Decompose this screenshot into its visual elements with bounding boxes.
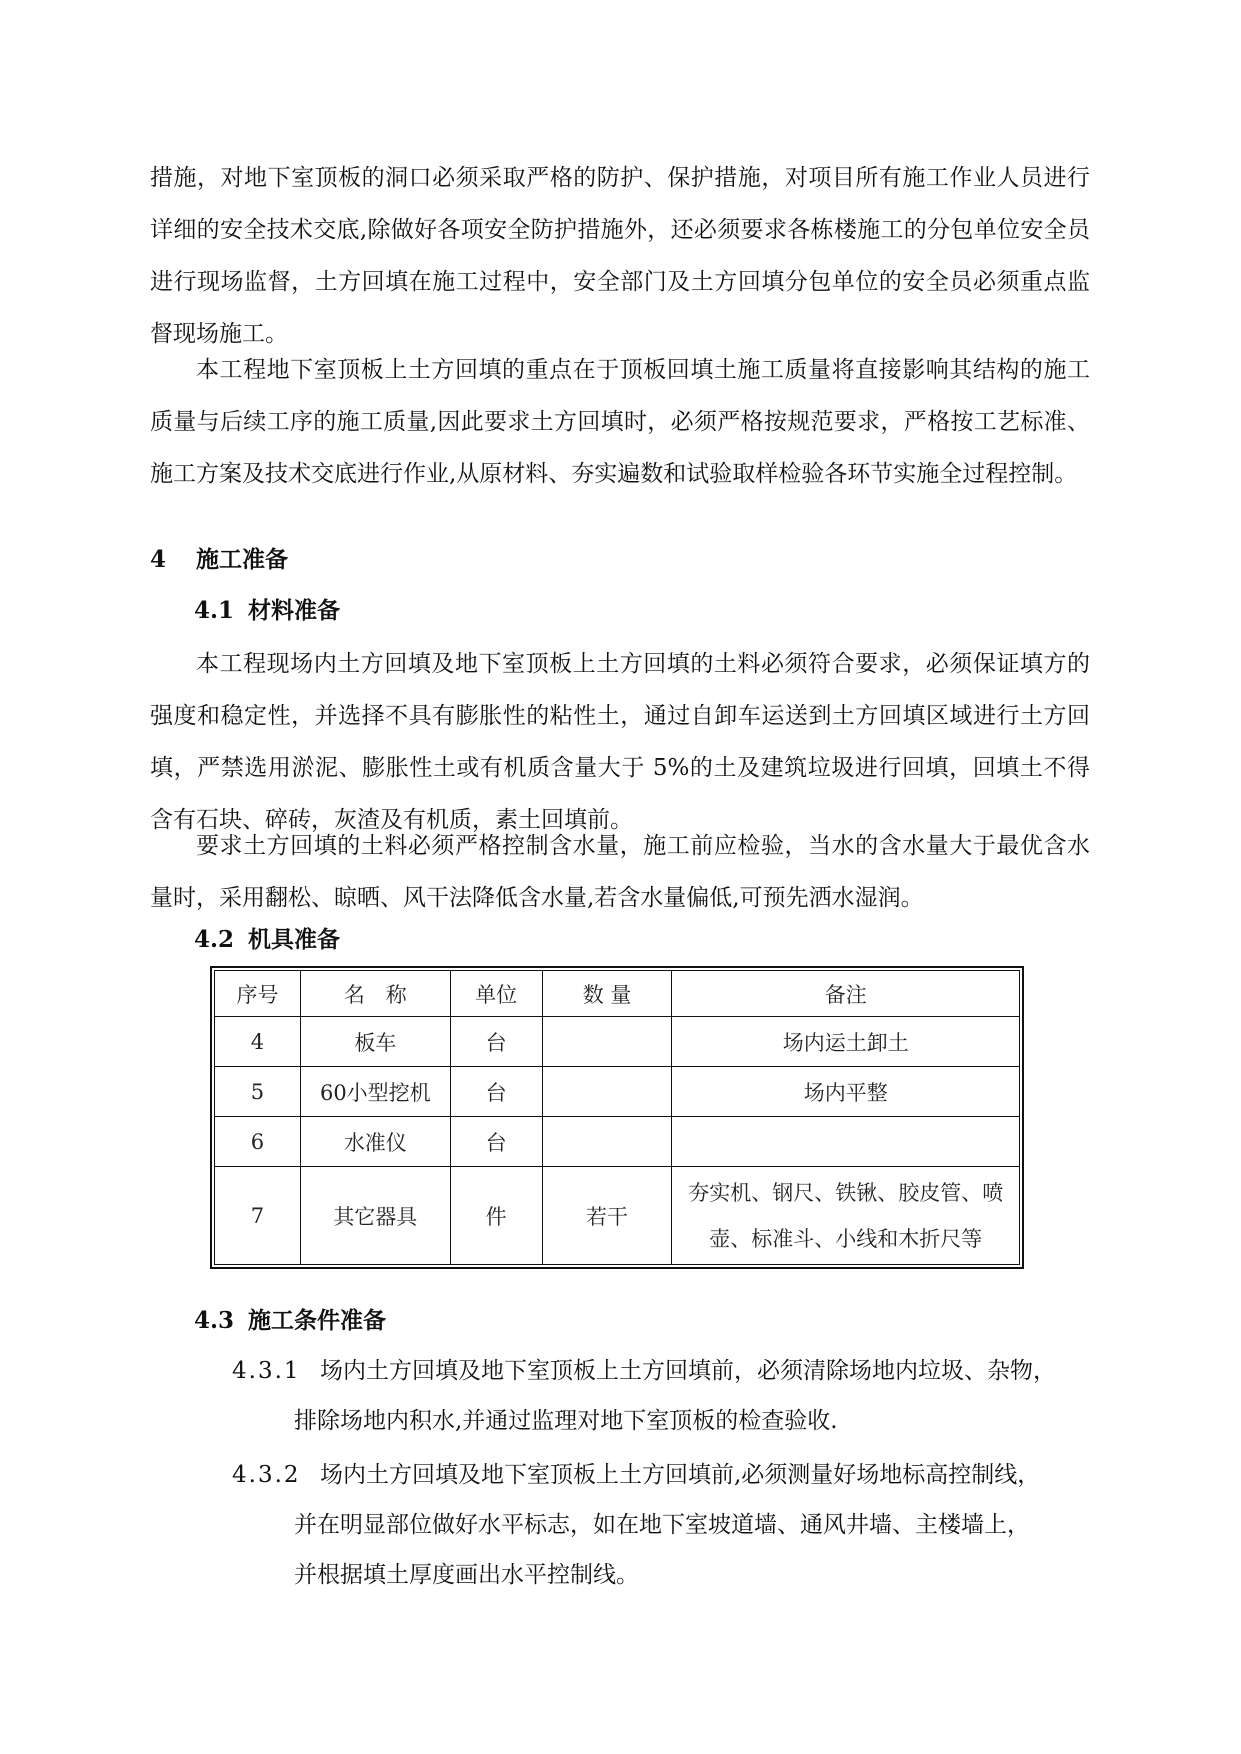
header-cell: 数 量	[542, 971, 672, 1017]
heading-4-2	[194, 925, 340, 955]
paragraph-quality: 本工程地下室顶板上土方回填的重点在于顶板回填土施工质量将直接影响其结构的施工质量与后续工序的施工质量,因此要求土方回填时，必须严格按规范要求，严格按工艺标准、施工方案及技术交底进行作业,从原材料、夯实遍数和试验取样检验各环节实施全过程控制。	[150, 357, 1090, 487]
cell-no: 7	[215, 1167, 301, 1265]
cell-unit: 台	[450, 1117, 542, 1167]
cell-note	[672, 1117, 1020, 1167]
cell-note: 场内平整	[672, 1067, 1020, 1117]
subsection-line: 排除场地内积水,并通过监理对地下室顶板的检查验收.	[294, 1408, 838, 1434]
cell-unit: 台	[450, 1067, 542, 1117]
subsection-line: 场内土方回填及地下室顶板上土方回填前,必须测量好场地标高控制线，	[320, 1462, 1041, 1488]
header-cell: 备注	[672, 971, 1020, 1017]
cell-name: 60小型挖机	[300, 1067, 450, 1117]
subsection-line: 并根据填土厚度画出水平控制线。	[294, 1562, 639, 1588]
subsection-line: 场内土方回填及地下室顶板上土方回填前，必须清除场地内垃圾、杂物，	[320, 1358, 1056, 1384]
heading-4-3-title: 施工条件准备	[248, 1307, 386, 1334]
subsection-line: 并在明显部位做好水平标志，如在地下室坡道墙、通风井墙、主楼墙上，	[294, 1512, 1030, 1538]
heading-4-title: 施工准备	[196, 546, 288, 573]
cell-name: 水准仪	[300, 1117, 450, 1167]
cell-name: 其它器具	[300, 1167, 450, 1265]
heading-4-1	[194, 596, 340, 626]
heading-4-number: 4	[150, 546, 167, 573]
table-header-row	[215, 971, 1020, 1017]
cell-unit: 件	[450, 1167, 542, 1265]
paragraph-materials: 本工程现场内土方回填及地下室顶板上土方回填的土料必须符合要求，必须保证填方的强度和稳定性，并选择不具有膨胀性的粘性土，通过自卸车运送到土方回填区域进行土方回填，严禁选用淤泥、膨胀性土或有机质含量大于 5%的土及建筑垃圾进行回填，回填土不得含有石块、碎砖，灰渣及有机质，素土回填前。	[150, 651, 1090, 833]
table-row	[215, 1017, 1020, 1067]
heading-4-3	[194, 1306, 386, 1336]
subsection-number: 4.3.1	[232, 1358, 301, 1384]
table-row	[215, 1167, 1020, 1265]
paragraph-moisture: 要求土方回填的土料必须严格控制含水量，施工前应检验，当水的含水量大于最优含水量时，采用翻松、晾晒、风干法降低含水量,若含水量偏低,可预先洒水湿润。	[150, 833, 1090, 911]
heading-4-2-title: 机具准备	[248, 926, 340, 953]
cell-qty	[542, 1067, 672, 1117]
cell-unit: 台	[450, 1017, 542, 1067]
cell-no: 4	[215, 1017, 301, 1067]
cell-no: 6	[215, 1117, 301, 1167]
heading-4-1-title: 材料准备	[248, 597, 340, 624]
heading-4-1-number: 4.1	[194, 597, 235, 624]
subsection-number: 4.3.2	[232, 1462, 301, 1488]
cell-name: 板车	[300, 1017, 450, 1067]
table-row	[215, 1117, 1020, 1167]
cell-note-line: 夯实机、钢尺、铁锹、胶皮管、喷	[688, 1180, 1004, 1205]
heading-4	[150, 545, 288, 575]
subsection-4-3-2	[232, 1450, 1092, 1600]
equipment-table	[214, 970, 1020, 1265]
cell-qty	[542, 1117, 672, 1167]
cell-note	[672, 1167, 1020, 1265]
cell-no: 5	[215, 1067, 301, 1117]
cell-note-line: 壶、标准斗、小线和木折尺等	[709, 1226, 983, 1251]
header-cell: 序号	[215, 971, 301, 1017]
heading-4-2-number: 4.2	[194, 926, 235, 953]
table-row	[215, 1067, 1020, 1117]
cell-qty: 若干	[542, 1167, 672, 1265]
header-cell: 单位	[450, 971, 542, 1017]
paragraph-safety: 措施，对地下室顶板的洞口必须采取严格的防护、保护措施，对项目所有施工作业人员进行详细的安全技术交底,除做好各项安全防护措施外，还必须要求各栋楼施工的分包单位安全员进行现场监督，土方回填在施工过程中，安全部门及土方回填分包单位的安全员必须重点监督现场施工。	[150, 165, 1090, 347]
cell-note: 场内运土卸土	[672, 1017, 1020, 1067]
heading-4-3-number: 4.3	[194, 1307, 235, 1334]
header-cell: 名 称	[300, 971, 450, 1017]
cell-qty	[542, 1017, 672, 1067]
subsection-4-3-1	[232, 1346, 1092, 1446]
